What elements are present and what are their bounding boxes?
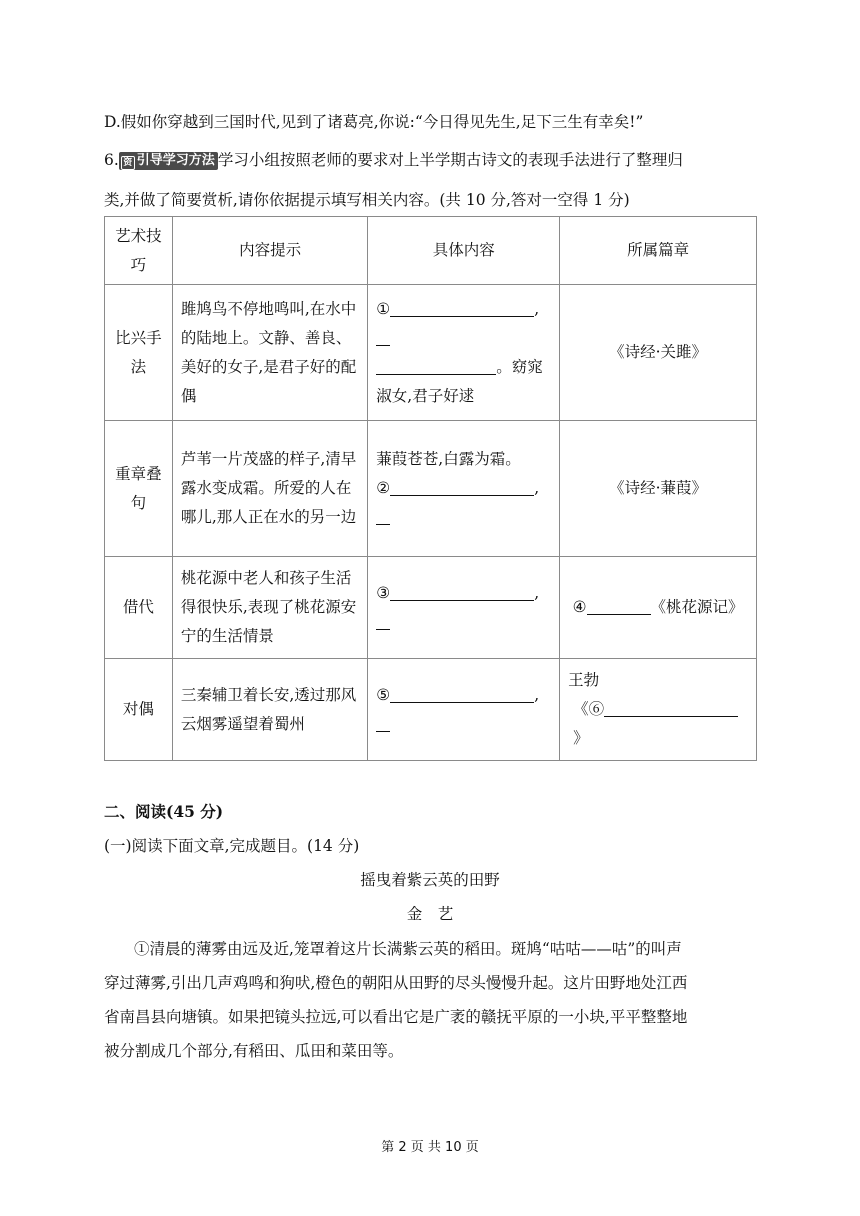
header-technique: 艺术技巧 [105,217,173,285]
source-cell [560,659,757,761]
header-hint: 内容提示 [172,217,367,285]
answer-blank-3a[interactable] [390,582,534,601]
resource-icon: 资 [121,156,135,170]
blank-marker: ⑤ [376,685,391,704]
table-row [105,659,757,761]
source-author: 王勃 [568,671,600,689]
source-cell [560,557,757,659]
blank-marker: ① [376,299,391,318]
content-cell: ③ , [368,557,560,659]
paragraph-line: 被分割成几个部分,有稻田、瓜田和菜田等。 [104,1042,404,1060]
method-badge [119,152,218,170]
source-cell: 《诗经·关雎》 [560,285,757,421]
question-text: 学习小组按照老师的要求对上半学期古诗文的表现手法进行了整理归 [217,151,683,169]
content-cell: ⑤ , [368,659,560,761]
given-line: 蒹葭苍苍,白露为霜。 [376,450,521,468]
table-header-row [105,217,757,285]
table-row [105,557,757,659]
answer-blank-1a[interactable] [390,298,534,317]
answer-blank-2a[interactable] [390,477,534,496]
paragraph-line: ①清晨的薄雾由远及近,笼罩着这片长满紫云英的稻田。斑鸠“咕咕——咕”的叫声 [134,940,682,958]
answer-blank-1c[interactable] [376,356,496,375]
blank-marker: ③ [376,583,391,602]
question-6-line2: 类,并做了简要赏析,请你依据提示填写相关内容。(共 10 分,答对一空得 1 分) [104,191,630,209]
content-cell: ① , 。窈窕淑女,君子好逑 [368,285,560,421]
technique-cell: 比兴手法 [105,285,173,421]
part-instruction: (一)阅读下面文章,完成题目。(14 分) [104,837,360,855]
option-d: D.假如你穿越到三国时代,见到了诸葛亮,你说:“今日得见先生,足下三生有幸矣!” [104,113,644,131]
content-tail: 。窈窕淑女,君子好逑 [376,357,543,405]
technique-cell: 对偶 [105,659,173,761]
technique-cell: 借代 [105,557,173,659]
blank-marker: ④ [572,598,587,616]
blank-marker: ② [376,479,391,497]
table-row [105,285,757,421]
source-open: 《⑥ [573,700,605,718]
article-title: 摇曳着紫云英的田野 [360,871,500,889]
answer-blank-6[interactable] [604,698,738,717]
techniques-table [104,216,757,761]
answer-blank-5b[interactable] [376,713,390,732]
hint-cell: 雎鸠鸟不停地鸣叫,在水中的陆地上。文静、善良、美好的女子,是君子好的配偶 [172,285,367,421]
source-close: 》 [573,729,589,747]
answer-blank-5a[interactable] [390,684,534,703]
header-content: 具体内容 [368,217,560,285]
paragraph-line: 穿过薄雾,引出几声鸡鸣和狗吠,橙色的朝阳从田野的尽头慢慢升起。这片田野地处江西 [104,974,688,992]
technique-cell: 重章叠句 [105,421,173,557]
answer-blank-2b[interactable] [376,506,390,525]
content-cell: 蒹葭苍苍,白露为霜。 ② , [368,421,560,557]
hint-cell: 桃花源中老人和孩子生活得很快乐,表现了桃花源安宁的生活情景 [172,557,367,659]
header-source: 所属篇章 [560,217,757,285]
source-title: 《桃花源记》 [650,598,744,616]
hint-cell: 三秦辅卫着长安,透过那风云烟雾遥望着蜀州 [172,659,367,761]
paragraph-line: 省南昌县向塘镇。如果把镜头拉远,可以看出它是广袤的赣抚平原的一小块,平平整整地 [104,1008,688,1026]
source-cell: 《诗经·蒹葭》 [560,421,757,557]
badge-label: 引导学习方法 [136,153,215,168]
answer-blank-1b[interactable] [376,327,390,346]
table-row [105,421,757,557]
question-6-line1 [104,150,683,170]
article-author: 金 艺 [406,905,454,923]
section-title: 二、阅读(45 分) [104,802,224,821]
answer-blank-3b[interactable] [376,611,390,630]
hint-cell: 芦苇一片茂盛的样子,清早露水变成霜。所爱的人在哪儿,那人正在水的另一边 [172,421,367,557]
answer-blank-4[interactable] [587,596,651,615]
page-footer: 第 2 页 共 10 页 [381,1140,479,1155]
question-number: 6. [104,151,119,169]
